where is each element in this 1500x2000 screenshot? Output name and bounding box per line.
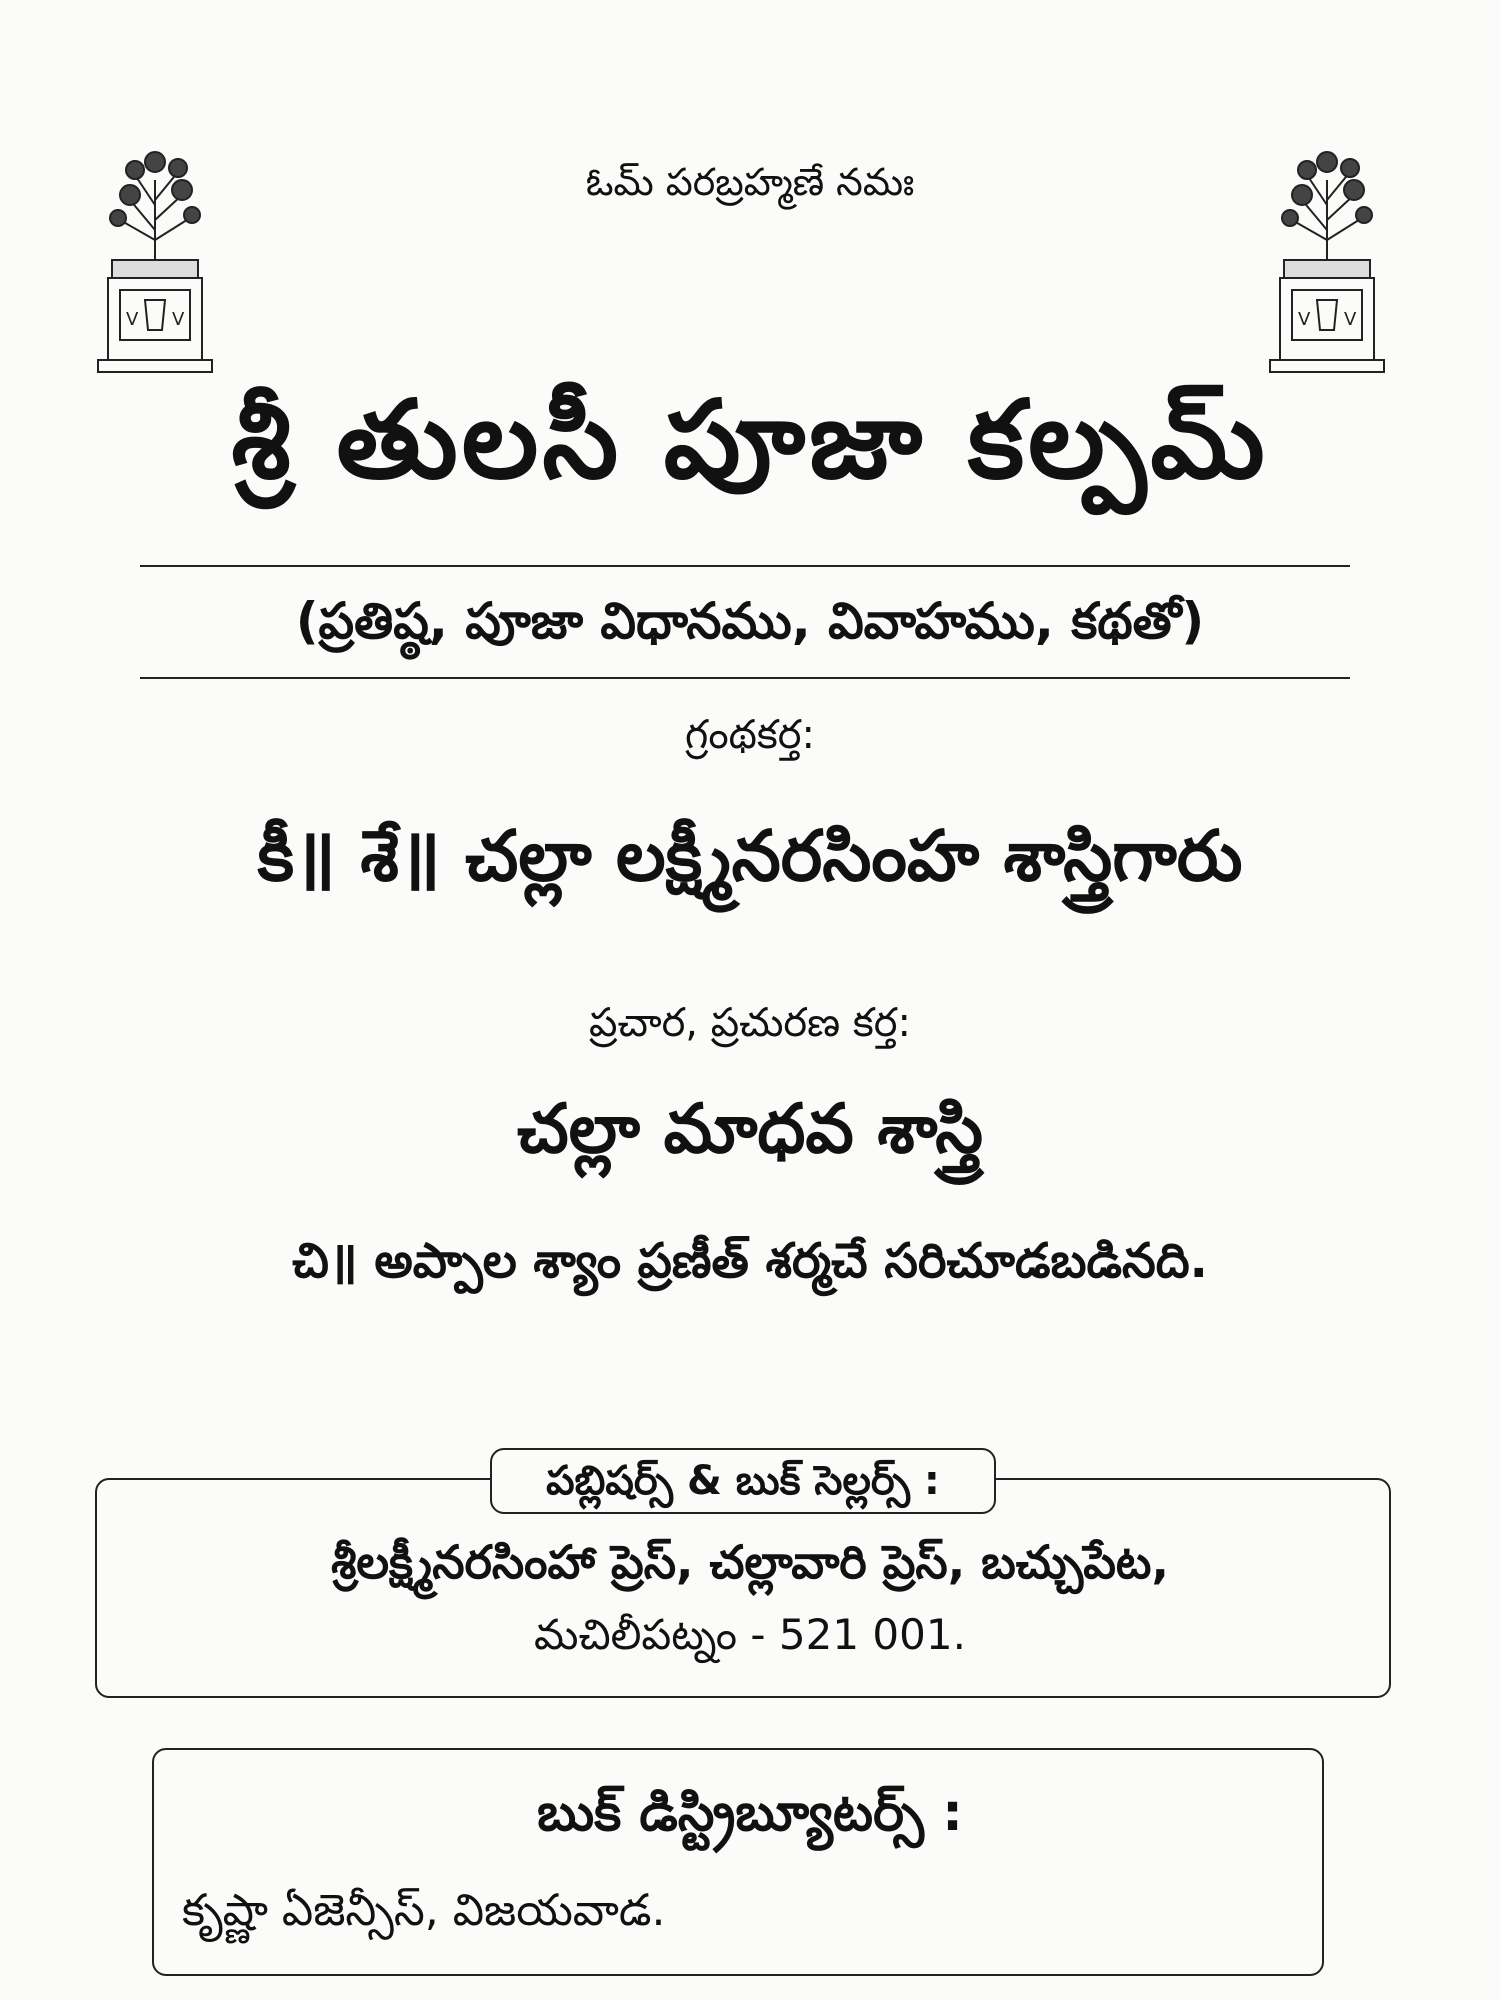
svg-text:V: V: [1344, 309, 1357, 330]
publishers-heading: పబ్లిషర్స్ & బుక్ సెల్లర్స్ :: [490, 1448, 996, 1514]
book-title: శ్రీ తులసీ పూజా కల్పమ్: [231, 378, 1269, 503]
publisher-name: చల్లా మాధవ శాస్త్రి: [517, 1090, 983, 1169]
publishers-address-line-2: మచిలీపట్నం - 521 001.: [534, 1610, 966, 1659]
divider: [140, 565, 1350, 567]
publisher-label: ప్రచార, ప్రచురణ కర్త:: [589, 1000, 911, 1046]
author-label: గ్రంథకర్త:: [685, 712, 815, 758]
invocation: ఓమ్ పరబ్రహ్మణే నమః: [585, 160, 915, 204]
distributors-heading: బుక్ డిస్ట్రిబ్యూటర్స్ :: [537, 1783, 963, 1843]
reviewer-line: చి॥ అప్పాల శ్యాం ప్రణీత్ శర్మచే సరిచూడబడినది.: [292, 1233, 1208, 1289]
divider: [140, 677, 1350, 679]
author-name: కీ॥ శే॥ చల్లా లక్ష్మీనరసింహ శాస్త్రిగారు: [257, 815, 1243, 897]
subtitle: (ప్రతిష్ఠ, పూజా విధానము, వివాహము, కథతో): [295, 592, 1205, 650]
svg-text:V: V: [172, 309, 185, 330]
svg-text:V: V: [126, 309, 139, 330]
distributors-line: కృష్ణా ఏజెన్సీస్, విజయవాడ.: [182, 1885, 666, 1936]
publishers-address-line-1: శ్రీలక్ష్మీనరసింహా ప్రెస్, చల్లావారి ప్రెస్, బచ్చుపేట,: [331, 1535, 1169, 1589]
svg-text:V: V: [1298, 309, 1311, 330]
